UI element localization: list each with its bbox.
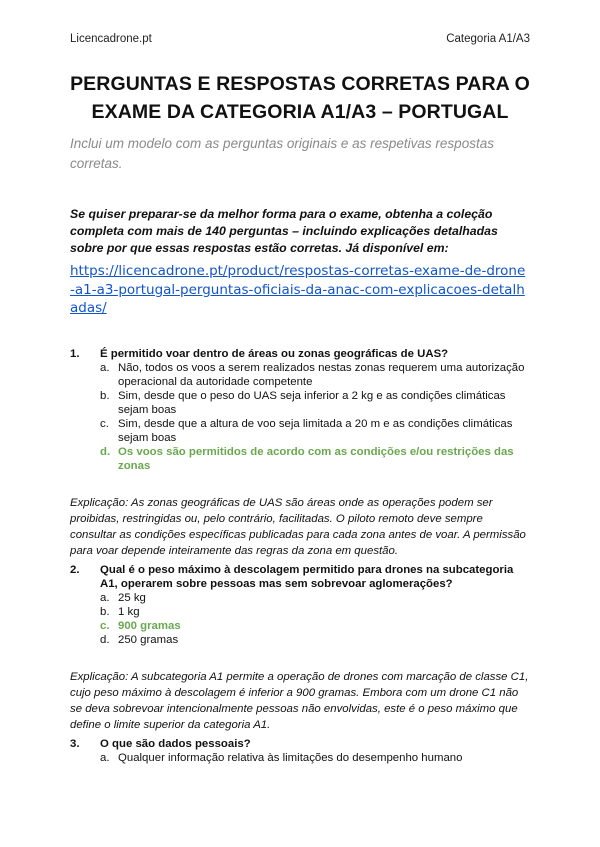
option-letter: d. [100,634,110,646]
header-site-name: Licencadrone.pt [70,33,152,45]
answer-option [100,633,530,647]
correct-answer-option [100,619,530,633]
correct-answer-option [100,445,530,473]
option-text: Sim, desde que a altura de voo seja limitada a 20 m e as condições climáticas sejam boas [118,418,513,444]
option-letter: a. [100,592,110,604]
answer-option [100,751,530,765]
option-letter: b. [100,606,110,618]
question-number: 1. [70,348,80,360]
option-text: Os voos são permitidos de acordo com as condições e/ou restrições das zonas [118,446,514,472]
explanation-text: Explicação: As zonas geográficas de UAS são áreas onde as operações podem ser proibidas, restringidas ou, pelo contrário, facilitadas. O piloto remoto deve sempre consultar as condições específicas publicadas para cada zona antes de voar. A permissão para voar depende inteiramente das regras da zona em questão. [70,497,526,557]
option-text: 250 gramas [118,634,179,646]
option-letter: d. [100,446,111,458]
option-text: 1 kg [118,606,140,618]
answer-option [100,389,530,417]
promo-text: Se quiser preparar-se da melhor forma para o exame, obtenha a coleção completa com mais de 140 perguntas – incluindo explicações detalhadas sobre por que essas respostas estão corretas. Já disponível em: [70,207,498,255]
option-letter: a. [100,362,110,374]
document-title: PERGUNTAS E RESPOSTAS CORRETAS PARA O EXAME DA CATEGORIA A1/A3 – PORTUGAL [70,73,530,123]
option-text: Sim, desde que o peso do UAS seja inferior a 2 kg e as condições climáticas sejam boas [118,390,506,416]
option-letter: a. [100,752,110,764]
product-link[interactable]: https://licencadrone.pt/product/respostas-corretas-exame-de-drone-a1-a3-portugal-perguntas-oficiais-da-anac-com-explicacoes-detalhadas/ [70,263,526,316]
option-text: Qualquer informação relativa às limitações do desempenho humano [118,752,463,764]
question-1 [70,347,530,559]
document-subtitle: Inclui um modelo com as perguntas originais e as respetivas respostas corretas. [70,136,494,171]
page-header [70,33,530,45]
question-text: É permitido voar dentro de áreas ou zonas geográficas de UAS? [100,348,449,360]
option-text: Não, todos os voos a serem realizados nestas zonas requerem uma autorização operacional da autoridade competente [118,362,525,388]
answer-option [100,361,530,389]
option-letter: c. [100,620,110,632]
option-letter: c. [100,418,109,430]
question-2 [70,563,530,733]
answer-option [100,591,530,605]
option-letter: b. [100,390,110,402]
option-text: 25 kg [118,592,146,604]
option-text: 900 gramas [118,620,181,632]
explanation-text: Explicação: A subcategoria A1 permite a operação de drones com marcação de classe C1, cujo peso máximo à descolagem é inferior a 900 gramas. Embora com um drone C1 não se deva sobrevoar intencionalmente pessoas não envolvidas, este é o peso máximo que define o limite superior da categoria A1. [70,671,529,731]
answer-option [100,605,530,619]
question-text: O que são dados pessoais? [100,738,251,750]
question-number: 3. [70,738,80,750]
answer-option [100,417,530,445]
header-category: Categoria A1/A3 [446,33,530,45]
question-3 [70,737,530,765]
question-number: 2. [70,564,80,576]
question-text: Qual é o peso máximo à descolagem permitido para drones na subcategoria A1, operarem sobre pessoas mas sem sobrevoar aglomerações? [100,564,514,590]
